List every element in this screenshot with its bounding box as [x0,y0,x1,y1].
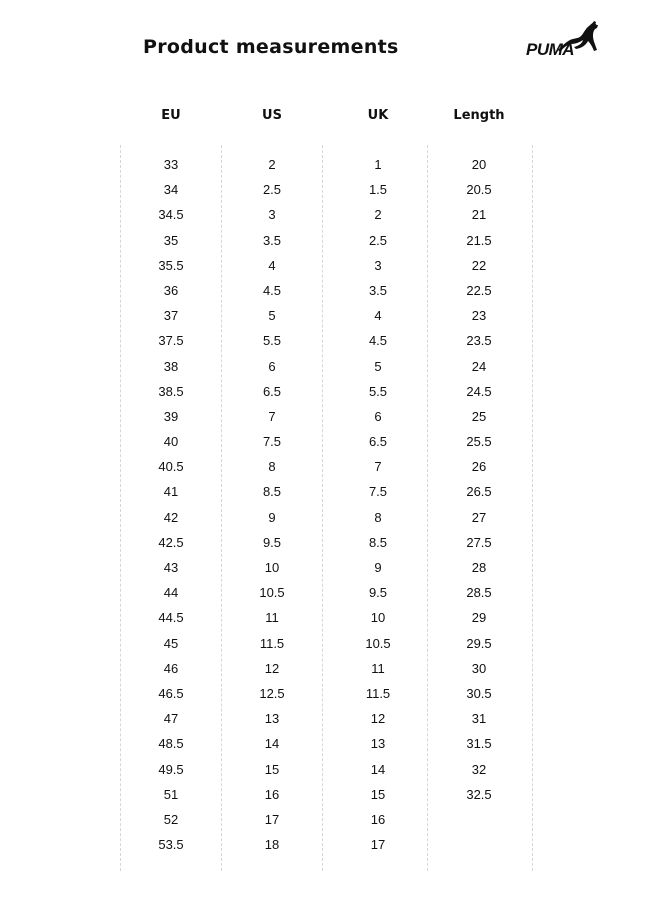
table-cell: 1 [374,157,382,172]
table-cell: 23.5 [466,333,492,349]
table-cell: 44.5 [158,610,184,626]
table-cell: 52 [163,811,179,827]
table-cell: 20 [471,157,487,172]
table-cell: 2.5 [368,232,388,248]
table-cell: 36 [163,282,179,298]
table-cell: 9 [268,509,276,525]
table-cell: 27.5 [466,534,492,550]
table-cell: 16 [370,811,386,827]
table-cell: 37.5 [158,333,184,349]
table-cell: 28.5 [466,585,492,601]
table-cell: 53.5 [158,837,184,853]
table-cell: 30.5 [466,685,492,701]
table-cell: 8 [374,509,382,525]
table-cell: 29.5 [466,635,492,651]
table-cell: 25.5 [466,434,492,450]
table-cell: 26 [471,459,487,475]
table-cell: 3 [268,207,276,223]
table-cell: 4 [374,308,382,324]
table-cell: 5.5 [368,383,388,399]
table-cell: 48.5 [158,736,184,752]
logo-wordmark: PUMA [526,40,575,59]
table-cell: 3 [374,257,382,273]
table-cell: 6.5 [262,383,282,399]
page-title: Product measurements [143,36,399,58]
table-cell: 12 [370,711,386,727]
table-cell: 7.5 [262,434,282,450]
table-cell: 40.5 [158,459,184,475]
table-cell: 23 [471,308,487,324]
table-cell: 49.5 [158,761,184,777]
table-divider [322,145,323,871]
table-cell: 47 [163,711,179,727]
table-cell: 10.5 [259,585,285,601]
table-cell: 11.5 [365,685,391,701]
table-cell: 4 [268,257,276,273]
table-cell: 21 [471,207,487,223]
table-cell: 41 [163,484,179,500]
table-cell: 3.5 [262,232,282,248]
column-header-length: Length [453,108,505,123]
column-header-us: US [262,108,282,123]
table-cell: 7.5 [368,484,388,500]
table-cell: 42 [163,509,179,525]
table-cell: 15 [264,761,280,777]
table-divider [532,145,533,871]
column-cells [121,156,221,861]
column-cells [328,156,428,861]
table-cell: 6.5 [368,434,388,450]
table-cell: 2 [268,157,276,172]
table-cell: 29 [471,610,487,626]
table-cell: 9 [374,560,382,575]
table-cell: 7 [268,408,276,424]
table-cell: 13 [264,711,280,727]
table-cell: 5 [374,358,382,374]
table-cell: 20.5 [466,182,492,198]
table-cell: 33 [163,157,179,172]
table-cell: 11.5 [259,635,285,651]
table-cell: 21.5 [466,232,492,248]
table-cell: 37 [163,308,179,324]
table-cell: 2 [374,207,382,223]
table-cell: 24 [471,358,487,374]
table-cell: 24.5 [466,383,492,399]
table-cell: 3.5 [368,282,388,298]
table-cell: 10 [264,560,280,575]
table-cell: 30 [471,660,487,676]
table-cell: 15 [370,786,386,802]
table-cell: 2.5 [262,182,282,198]
table-cell: 14 [264,736,280,752]
column-cells [429,156,529,811]
table-cell: 12.5 [259,685,285,701]
column-header-eu: EU [161,108,181,123]
table-cell: 8 [268,459,276,475]
table-cell: 45 [163,635,179,651]
table-cell: 43 [163,560,179,575]
table-cell: 38 [163,358,179,374]
column-header-uk: UK [367,108,389,123]
table-cell: 18 [264,837,280,853]
table-cell: 35.5 [158,257,184,273]
table-cell: 42.5 [158,534,184,550]
table-cell: 34 [163,182,179,198]
table-cell: 40 [163,434,179,450]
table-cell: 28 [471,560,487,575]
table-cell: 44 [163,585,179,601]
table-cell: 14 [370,761,386,777]
table-cell: 8.5 [262,484,282,500]
table-cell: 38.5 [158,383,184,399]
table-cell: 51 [163,786,179,802]
table-cell: 4.5 [262,282,282,298]
table-cell: 1.5 [368,182,388,198]
table-cell: 10.5 [365,635,391,651]
table-cell: 9.5 [368,585,388,601]
table-cell: 10 [370,610,386,626]
table-cell: 25 [471,408,487,424]
table-cell: 35 [163,232,179,248]
table-cell: 46.5 [158,685,184,701]
table-cell: 13 [370,736,386,752]
table-cell: 46 [163,660,179,676]
table-cell: 5.5 [262,333,282,349]
table-cell: 12 [264,660,280,676]
brand-logo [524,20,600,62]
column-cells [222,156,322,861]
table-cell: 39 [163,408,179,424]
table-cell: 32 [471,761,487,777]
table-cell: 4.5 [368,333,388,349]
table-cell: 11 [265,610,279,626]
table-cell: 6 [268,358,276,374]
table-cell: 22 [471,257,487,273]
table-cell: 6 [374,408,382,424]
table-cell: 31.5 [466,736,492,752]
table-cell: 31 [471,711,487,727]
table-cell: 27 [471,509,487,525]
table-cell: 11 [371,660,385,676]
table-cell: 5 [268,308,276,324]
table-cell: 32.5 [466,786,492,802]
table-cell: 16 [264,786,280,802]
table-cell: 17 [370,837,386,853]
table-cell: 26.5 [466,484,492,500]
table-cell: 22.5 [466,282,492,298]
table-cell: 7 [374,459,382,475]
table-cell: 9.5 [262,534,282,550]
table-cell: 8.5 [368,534,388,550]
table-cell: 17 [264,811,280,827]
table-cell: 34.5 [158,207,184,223]
